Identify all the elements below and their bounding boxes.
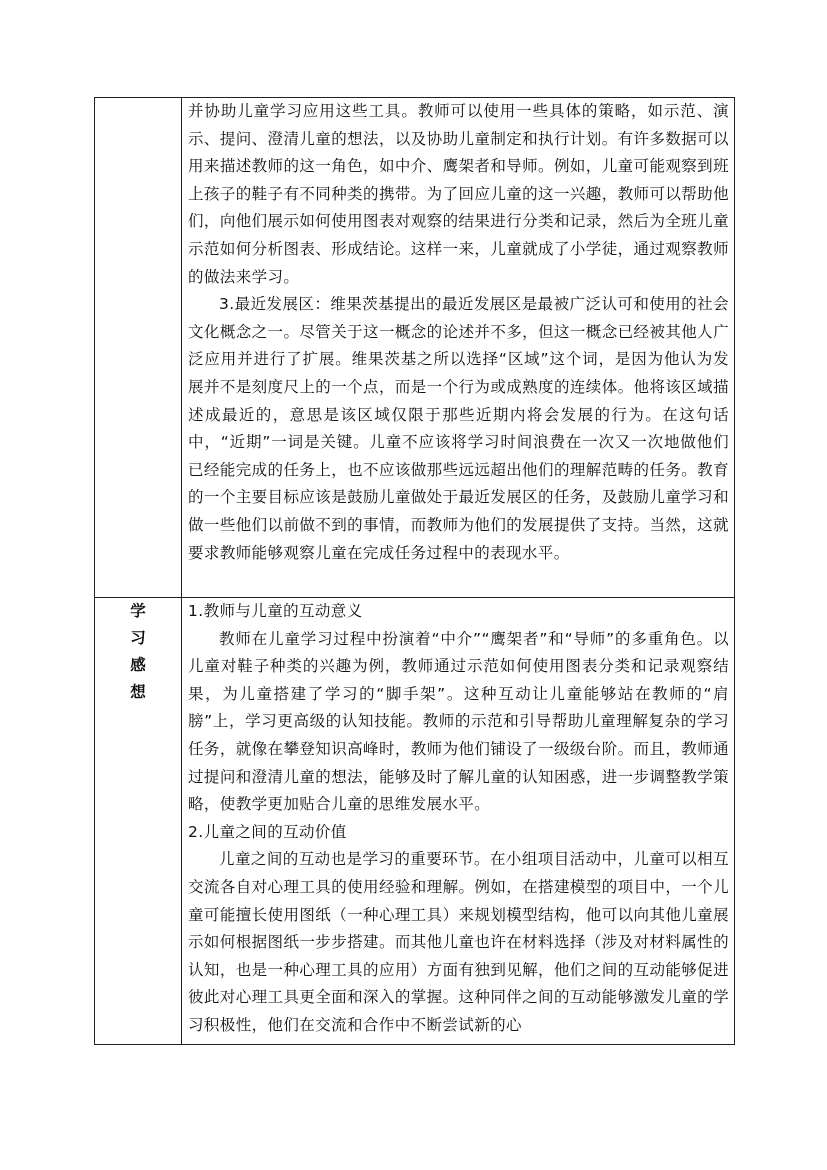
- label-cell: [95, 98, 182, 598]
- row-label-char: 想: [130, 683, 146, 701]
- content-cell: [182, 598, 735, 1045]
- paragraph: 3.最近发展区：维果茨基提出的最近发展区是最被广泛认可和使用的社会文化概念之一。尽管关于这一概念的论述并不多，但这一概念已经被其他人广泛应用并进行了扩展。维果茨基之所以选择“区域”这个词，是因为他认为发展并不是刻度尺上的一个点，而是一个行为或成熟度的连续体。他将该区域描述成最近的，意思是该区域仅限于那些近期内将会发展的行为。在这句话中，“近期”一词是关键。儿童不应该将学习时间浪费在一次又一次地做他们已经能完成的任务上，也不应该做那些远远超出他们的理解范畴的任务。教育的一个主要目标应该是鼓励儿童做处于最近发展区的任务，及鼓励儿童学习和做一些他们以前做不到的事情，而教师为他们的发展提供了支持。当然，这就要求教师能够观察儿童在完成任务过程中的表现水平。: [188, 295, 729, 562]
- row-label-char: 学: [130, 602, 146, 620]
- row-label-char: 习: [130, 629, 146, 647]
- label-cell: [95, 598, 182, 1045]
- table-row: [95, 598, 735, 1045]
- section-heading: 1.教师与儿童的互动意义: [188, 602, 363, 620]
- paragraph: 教师在儿童学习过程中扮演着“中介”“鹰架者”和“导师”的多重角色。以儿童对鞋子种类的兴趣为例，教师通过示范如何使用图表分类和记录观察结果，为儿童搭建了学习的“脚手架”。这种互动让儿童能够站在教师的“肩膀”上，学习更高级的认知技能。教师的示范和引导帮助儿童理解复杂的学习任务，就像在攀登知识高峰时，教师为他们铺设了一级级台阶。而且，教师通过提问和澄清儿童的想法，能够及时了解儿童的认知困惑，进一步调整教学策略，使教学更加贴合儿童的思维发展水平。: [188, 629, 729, 814]
- content-cell: [182, 98, 735, 598]
- content-table: [94, 97, 735, 1045]
- content-text: [182, 98, 734, 567]
- paragraph: 儿童之间的互动也是学习的重要环节。在小组项目活动中，儿童可以相互交流各自对心理工具的使用经验和理解。例如，在搭建模型的项目中，一个儿童可能擅长使用图纸（一种心理工具）来规划模型结构，他可以向其他儿童展示如何根据图纸一步步搭建。而其他儿童也许在材料选择（涉及对材料属性的认知，也是一种心理工具的应用）方面有独到见解，他们之间的互动能够促进彼此对心理工具更全面和深入的掌握。这种同伴之间的互动能够激发儿童的学习积极性，他们在交流和合作中不断尝试新的心: [188, 850, 729, 1034]
- content-text: [182, 598, 734, 1040]
- paragraph: 并协助儿童学习应用这些工具。教师可以使用一些具体的策略，如示范、演示、提问、澄清儿童的想法，以及协助儿童制定和执行计划。有许多数据可以用来描述教师的这一角色，如中介、鹰架者和导师。例如，儿童可能观察到班上孩子的鞋子有不同种类的携带。为了回应儿童的这一兴趣，教师可以帮助他们，向他们展示如何使用图表对观察的结果进行分类和记录，然后为全班儿童示范如何分析图表、形成结论。这样一来，儿童就成了小学徒，通过观察教师的做法来学习。: [188, 102, 729, 286]
- section-heading: 2.儿童之间的互动价值: [188, 822, 347, 841]
- table-row: [95, 98, 735, 598]
- row-label-char: 感: [130, 656, 146, 674]
